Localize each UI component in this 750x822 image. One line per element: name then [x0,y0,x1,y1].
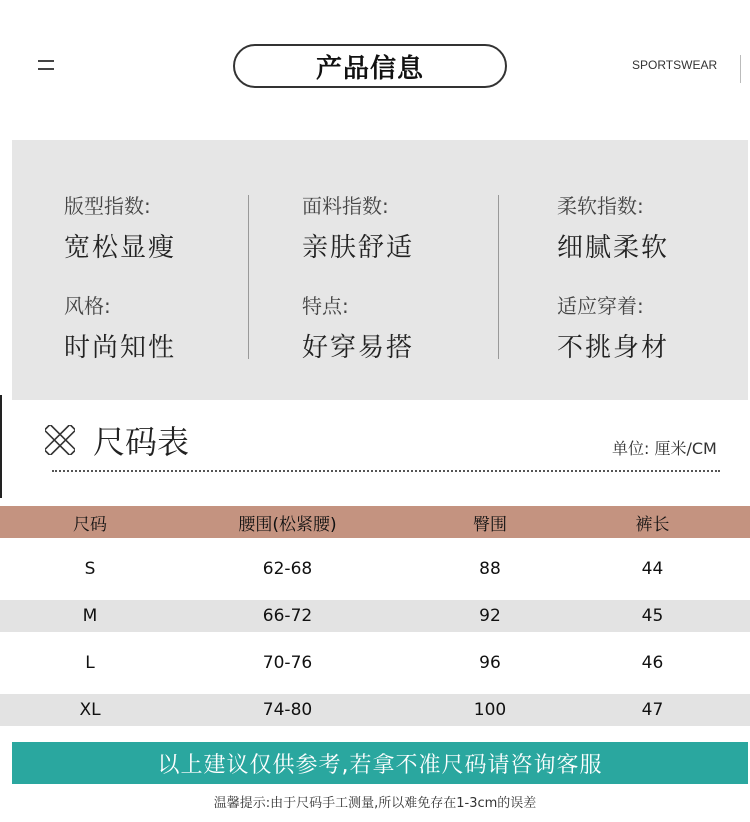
table-cell: 47 [641,700,664,720]
footnote: 温馨提示:由于尺码手工测量,所以难免存在1-3cm的误差 [213,796,537,811]
size-chart-heading [45,417,189,463]
info-value: 好穿易搭 [302,333,415,363]
info-value: 宽松显瘦 [64,233,177,263]
table-row [0,632,750,694]
table-cell: 66-72 [262,606,313,626]
info-value: 亲肤舒适 [302,233,415,263]
info-value: 细腻柔软 [557,233,670,263]
table-cell: 46 [641,653,664,673]
info-label: 面料指数: [302,194,389,218]
table-row [0,694,750,726]
table-cell: S [84,559,96,579]
info-column-1 [64,190,176,364]
page-title: 产品信息 [233,44,507,88]
table-cell: 96 [479,653,501,673]
size-chart-title: 尺码表 [93,423,190,461]
table-cell: L [85,653,95,673]
table-cell: 70-76 [262,653,313,673]
brand-label: SPORTSWEAR [632,58,718,72]
table-cell: 100 [473,700,507,720]
table-header [0,506,750,538]
info-label: 特点: [302,294,349,318]
column-header: 裤长 [635,514,670,535]
size-table [0,506,750,726]
info-label: 柔软指数: [557,194,644,218]
info-label: 风格: [64,294,111,318]
table-cell: 62-68 [262,559,313,579]
table-cell: 44 [641,559,664,579]
divider [0,395,2,498]
table-cell: M [82,606,98,626]
divider [740,55,741,83]
table-cell: 74-80 [262,700,313,720]
column-divider [248,195,249,359]
table-row [0,600,750,632]
table-cell: 88 [479,559,501,579]
column-header: 尺码 [73,514,107,535]
hamburger-icon[interactable] [38,60,54,74]
table-cell: 92 [479,606,501,626]
column-header: 腰围(松紧腰) [238,514,337,535]
unit-label: 单位: 厘米/CM [612,439,717,458]
info-value: 时尚知性 [64,333,177,363]
header [0,0,750,130]
table-cell: XL [79,700,101,720]
column-header: 臀围 [473,514,507,535]
info-label: 版型指数: [64,194,151,218]
column-divider [498,195,499,359]
advice-banner: 以上建议仅供参考,若拿不准尺码请咨询客服 [12,742,748,784]
dotted-divider [52,470,720,472]
table-cell: 45 [641,606,664,626]
info-label: 适应穿着: [557,294,644,318]
scissors-ruler-icon [45,425,75,455]
table-row [0,538,750,600]
info-value: 不挑身材 [557,333,670,363]
product-info-panel [12,140,748,400]
info-column-3 [557,190,669,364]
info-column-2 [302,190,414,364]
